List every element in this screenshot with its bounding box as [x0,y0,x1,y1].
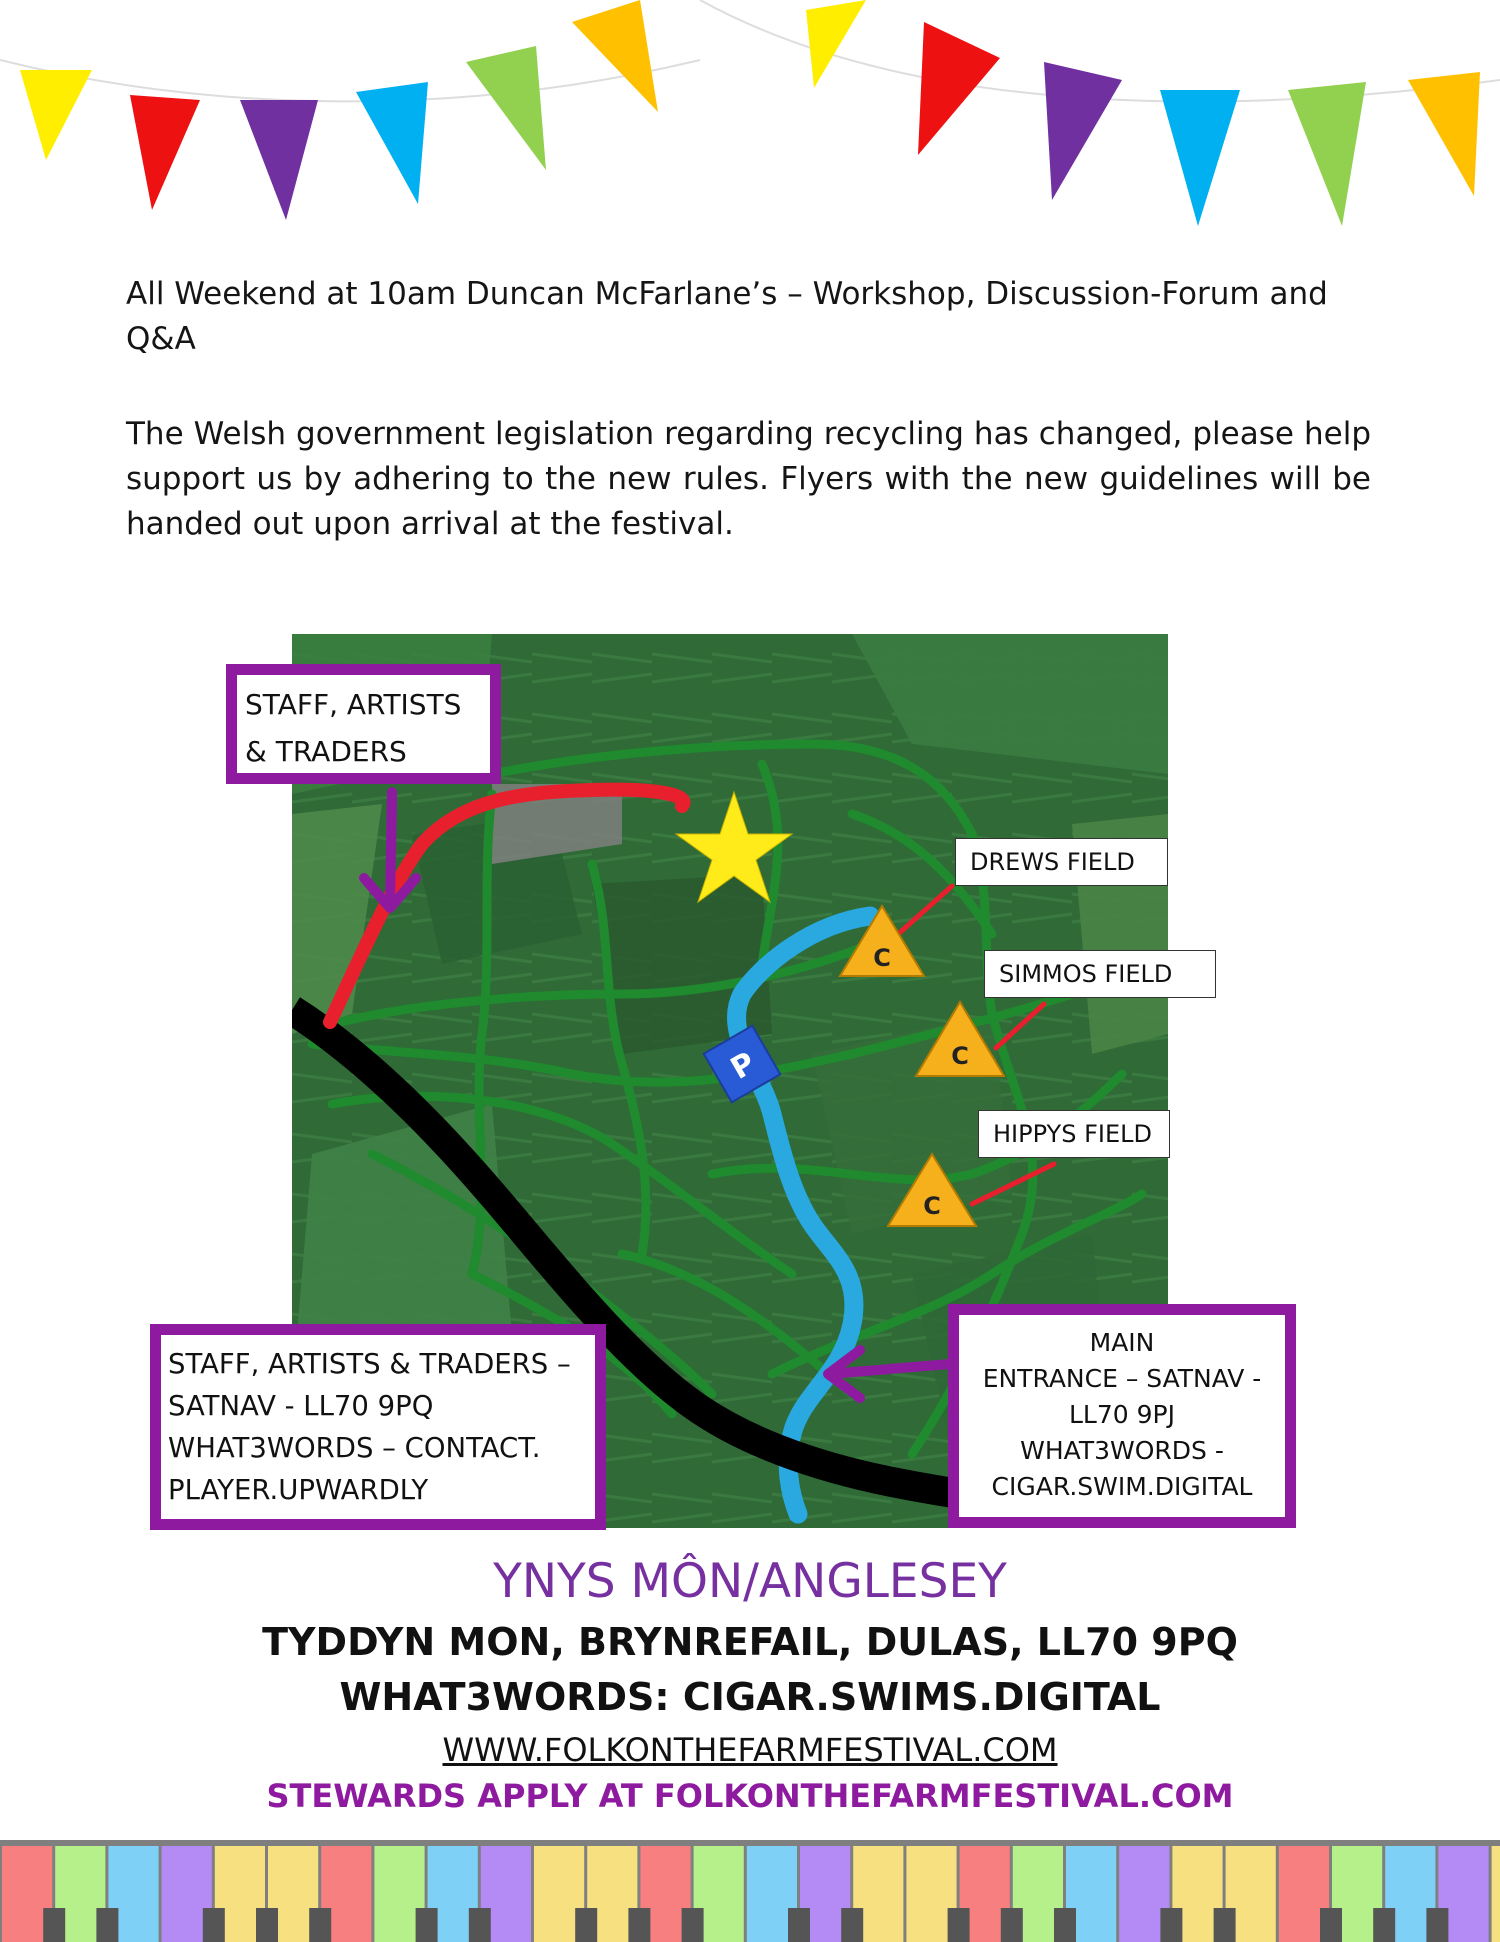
callout-line: STAFF, ARTISTS [245,688,462,721]
keyboard-black-key [309,1908,331,1942]
keyboard-white-key [1492,1846,1500,1942]
main-entrance-line: WHAT3WORDS - [1020,1436,1224,1465]
keyboard-black-key [1320,1908,1342,1942]
keyboard-black-key [43,1908,65,1942]
keyboard-black-key [841,1908,863,1942]
keyboard-black-key [628,1908,650,1942]
campsite-letter: C [951,1042,969,1070]
keyboard-black-key [1160,1908,1182,1942]
parking-letter: P [724,1045,762,1087]
bunting-flag [130,95,200,210]
staff-entrance-details [150,1324,606,1530]
region-heading: YNYS MÔN/ANGLESEY [493,1554,1007,1609]
keyboard-black-key [416,1908,438,1942]
keyboard-black-key [96,1908,118,1942]
keyboard-black-key [256,1908,278,1942]
main-entrance-line: MAIN [1089,1328,1155,1357]
bunting-flag [20,70,92,160]
main-entrance-details [948,1304,1296,1528]
rainbow-keyboard-footer [0,1832,1500,1942]
bunting-string [0,0,1500,101]
main-entrance-line: CIGAR.SWIM.DIGITAL [991,1472,1253,1501]
simmos-field-label: SIMMOS FIELD [984,950,1216,998]
address-line: TYDDYN MON, BRYNREFAIL, DULAS, LL70 9PQ [262,1620,1238,1664]
recycling-notice: The Welsh government legislation regarding recycling has changed, please help support us by adhering to the new rules. Flyers with the new guidelines will be handed out upon arrival at the festival. [126,416,1371,542]
keyboard-black-key [788,1908,810,1942]
staff-entrance-line: PLAYER.UPWARDLY [168,1474,429,1506]
bunting-banner [0,0,1500,240]
stewards-apply-link[interactable]: STEWARDS APPLY AT FOLKONTHEFARMFESTIVAL.COM [266,1777,1234,1815]
staff-route-callout [226,664,501,784]
keyboard-black-key [1214,1908,1236,1942]
bunting-flag [1160,90,1240,226]
main-entrance-line: ENTRANCE – SATNAV - [982,1364,1262,1393]
keyboard-black-key [1054,1908,1076,1942]
bunting-flag [1044,62,1122,200]
campsite-letter: C [873,944,891,972]
what3words-line: WHAT3WORDS: CIGAR.SWIMS.DIGITAL [339,1675,1161,1719]
staff-entrance-line: STAFF, ARTISTS & TRADERS – [168,1348,571,1380]
bunting-flag [1288,82,1366,226]
staff-entrance-line: WHAT3WORDS – CONTACT. [168,1432,541,1464]
staff-entrance-line: SATNAV - LL70 9PQ [168,1390,434,1422]
keyboard-black-key [682,1908,704,1942]
drews-field-label: DREWS FIELD [955,838,1168,886]
keyboard-black-key [1373,1908,1395,1942]
bunting-flag [1408,72,1480,196]
keyboard-black-key [575,1908,597,1942]
workshop-announcement: All Weekend at 10am Duncan McFarlane’s – Workshop, Discussion-Forum and Q&A [126,276,1328,357]
keyboard-black-key [948,1908,970,1942]
bunting-flag [572,0,658,112]
keyboard-black-key [1426,1908,1448,1942]
main-entrance-line: LL70 9PJ [1069,1400,1175,1429]
campsite-letter: C [923,1192,941,1220]
hippys-field-label: HIPPYS FIELD [978,1110,1170,1158]
bunting-flag [806,0,866,88]
website-link[interactable]: WWW.FOLKONTHEFARMFESTIVAL.COM [442,1731,1058,1769]
callout-line: & TRADERS [245,735,407,768]
bunting-flag [240,100,318,220]
keyboard-black-key [203,1908,225,1942]
keyboard-black-key [469,1908,491,1942]
bunting-flag [356,82,428,204]
keyboard-black-key [1001,1908,1023,1942]
bunting-flag [466,46,546,170]
